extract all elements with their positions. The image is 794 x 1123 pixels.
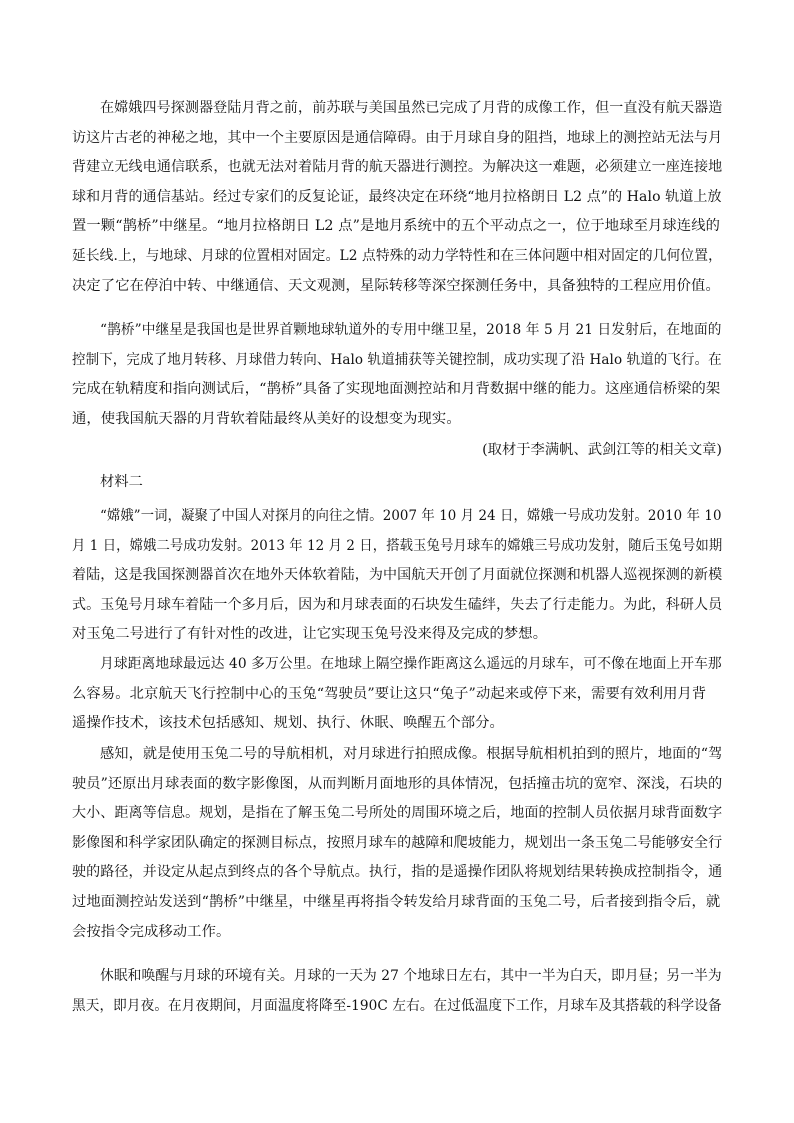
text-line: “鹊桥”中继星是我国也是世界首颗地球轨道外的专用中继卫星，2018 年 5 月 21 日发射后，在地面的: [100, 322, 722, 338]
paragraph-4: [0, 650, 794, 739]
text-line: 影像图和科学家团队确定的探测目标点，按照月球车的越障和爬坡能力，规划出一条玉兔二号能够安全行: [72, 834, 723, 851]
text-line: 置一颗“鹊桥”中继星。“地月拉格朗日 L2 点”是地月系统中的五个平动点之一，位于地球至月球连线的: [72, 218, 720, 235]
paragraph-5: [0, 740, 794, 947]
text-line: 驶员”还原出月球表面的数字影像图，从而判断月面地形的具体情况，包括撞击坑的宽窄、深浅，石块的: [72, 775, 723, 792]
text-line: 月 1 日，嫦娥二号成功发射。2013 年 12 月 2 日，搭载玉兔号月球车的嫦娥三号成功发射，随后玉兔号如期: [72, 537, 723, 554]
text-line: 驶的路径，并设定从起点到终点的各个导航点。执行，指的是遥操作团队将规划结果转换成控制指令，通: [72, 864, 723, 881]
text-line: 遥操作技术，该技术包括感知、规划、执行、休眠、唤醒五个部分。: [72, 715, 504, 732]
paragraph-6: [0, 962, 794, 1021]
text-line: 访这片古老的神秘之地，其中一个主要原因是通信障碍。由于月球自身的阻挡，地球上的测控站无法与月: [72, 129, 723, 146]
text-line: 月球距离地球最远达 40 多万公里。在地球上隔空操作距离这么遥远的月球车，可不像在地面上开车那: [100, 656, 722, 672]
text-line: 延长线.上，与地球、月球的位置相对固定。L2 点特殊的动力学特性和在三体问题中相对固定的几何位置，: [72, 247, 722, 264]
text-line: 通，使我国航天器的月背软着陆最终从美好的设想变为现实。: [72, 410, 461, 427]
text-line: 完成在轨精度和指向测试后，“鹊桥”具备了实现地面测控站和月背数据中继的能力。这座通信桥梁的架: [72, 381, 721, 398]
text-line: 么容易。北京航天飞行控制中心的玉兔“驾驶员”要让这只“兔子”动起来或停下来，需要有效利用月背: [72, 685, 707, 702]
text-line: 控制下，完成了地月转移、月球借力转向、Halo 轨道捕获等关键控制，成功实现了沿 Halo 轨道的飞行。在: [72, 351, 722, 368]
source-citation: (取材于李满帆、武剑江等的相关文章): [482, 442, 722, 458]
section-heading: 材料二: [100, 474, 143, 490]
text-line: “嫦娥”一词，凝聚了中国人对探月的向往之情。2007 年 10 月 24 日，嫦娥一号成功发射。2010 年 10: [100, 508, 722, 524]
text-line: 球和月背的通信基站。经过专家们的反复论证，最终决定在环绕“地月拉格朗日 L2 点”的 Halo 轨道上放: [72, 188, 722, 205]
text-line: 休眠和唤醒与月球的环境有关。月球的一天为 27 个地球日左右，其中一半为白天，即月昼；另一半为: [100, 968, 722, 984]
text-line: 黑天，即月夜。在月夜期间，月面温度将降至-190C 左右。在过低温度下工作，月球车及其搭载的科学设备: [72, 997, 722, 1014]
text-line: 式。玉兔号月球车着陆一个多月后，因为和月球表面的石块发生磕绊，失去了行走能力。为此，科研人员: [72, 596, 723, 613]
text-line: 背建立无线电通信联系，也就无法对着陆月背的航天器进行测控。为解决这一难题，必须建立一座连接地: [72, 159, 723, 176]
text-line: 过地面测控站发送到“鹊桥”中继星，中继星再将指令转发给月球背面的玉兔二号，后者接到指令后，就: [72, 893, 721, 910]
text-line: 会按指令完成移动工作。: [72, 923, 231, 940]
text-line: 着陆，这是我国探测器首次在地外天体软着陆，为中国航天开创了月面就位探测和机器人巡视探测的新模: [72, 567, 723, 584]
paragraph-3: [0, 502, 794, 650]
text-line: 感知，就是使用玉兔二号的导航相机，对月球进行拍照成像。根据导航相机拍到的照片，地面的“驾: [100, 746, 723, 762]
text-line: 大小、距离等信息。规划，是指在了解玉兔二号所处的周围环境之后，地面的控制人员依据月球背面数字: [72, 805, 723, 822]
text-line: 在嫦娥四号探测器登陆月背之前，前苏联与美国虽然已完成了月背的成像工作，但一直没有航天器造: [100, 100, 723, 116]
paragraph-1: [0, 94, 794, 301]
text-line: 决定了它在停泊中转、中继通信、天文观测，星际转移等深空探测任务中，具备独特的工程应用价值。: [72, 277, 720, 294]
paragraph-2: [0, 316, 794, 434]
text-line: 对玉兔二号进行了有针对性的改进，让它实现玉兔号没来得及完成的梦想。: [72, 626, 548, 643]
